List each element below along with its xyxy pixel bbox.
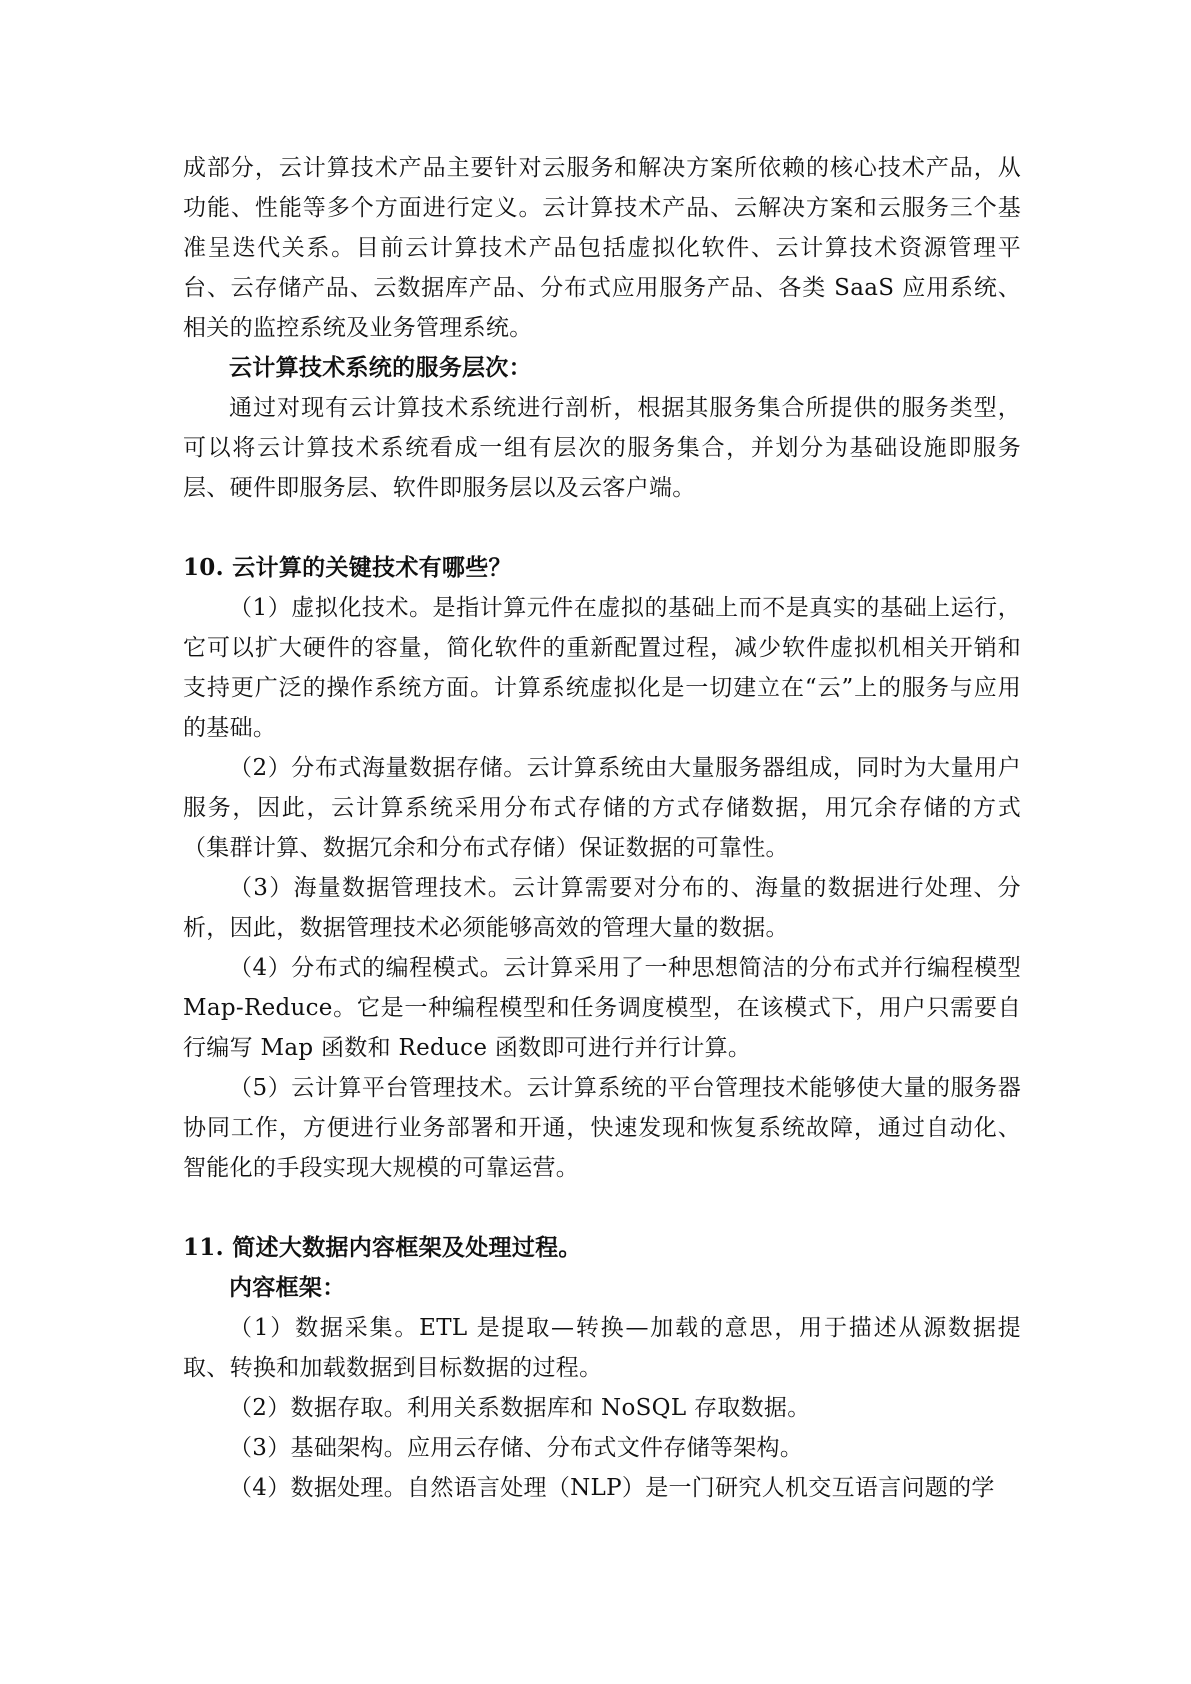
paragraph-service-layers: 通过对现有云计算技术系统进行剖析，根据其服务集合所提供的服务类型，可以将云计算技术系统看成一组有层次的服务集合，并划分为基础设施即服务层、硬件即服务层、软件即服务层以及云客户端。 [183,395,1021,501]
q10-item-1: （1）虚拟化技术。是指计算元件在虚拟的基础上而不是真实的基础上运行，它可以扩大硬件的容量，简化软件的重新配置过程，减少软件虚拟机相关开销和支持更广泛的操作系统方面。计算系统虚拟化是一切建立在“云”上的服务与应用的基础。 [183,595,1021,741]
spacer [183,1188,1021,1228]
heading-content-framework: 内容框架： [229,1274,346,1301]
q10-item-4: （4）分布式的编程模式。云计算采用了一种思想简洁的分布式并行编程模型 Map-Reduce。它是一种编程模型和任务调度模型，在该模式下，用户只需要自行编写 Map 函数和 Reduce 函数即可进行并行计算。 [183,955,1021,1061]
q10-item-2: （2）分布式海量数据存储。云计算系统由大量服务器组成，同时为大量用户服务，因此，云计算系统采用分布式存储的方式存储数据，用冗余存储的方式（集群计算、数据冗余和分布式存储）保证数据的可靠性。 [183,755,1021,861]
q11-item-3: （3）基础架构。应用云存储、分布式文件存储等架构。 [229,1435,804,1461]
spacer [183,508,1021,548]
q10-item-5: （5）云计算平台管理技术。云计算系统的平台管理技术能够使大量的服务器协同工作，方便进行业务部署和开通，快速发现和恢复系统故障，通过自动化、智能化的手段实现大规模的可靠运营。 [183,1075,1021,1181]
question-11-title: 11. 简述大数据内容框架及处理过程。 [183,1234,582,1261]
paragraph-cloud-products: 成部分，云计算技术产品主要针对云服务和解决方案所依赖的核心技术产品，从功能、性能等多个方面进行定义。云计算技术产品、云解决方案和云服务三个基准呈迭代关系。目前云计算技术产品包括虚拟化软件、云计算技术资源管理平台、云存储产品、云数据库产品、分布式应用服务产品、各类 SaaS 应用系统、相关的监控系统及业务管理系统。 [183,155,1021,341]
q11-item-2: （2）数据存取。利用关系数据库和 NoSQL 存取数据。 [229,1395,811,1421]
page-content [183,148,1021,1508]
question-10-title: 10. 云计算的关键技术有哪些？ [183,554,512,581]
heading-service-layers: 云计算技术系统的服务层次： [229,354,532,381]
q11-item-4: （4）数据处理。自然语言处理（NLP）是一门研究人机交互语言问题的学 [229,1475,995,1501]
q10-item-3: （3）海量数据管理技术。云计算需要对分布的、海量的数据进行处理、分析，因此，数据管理技术必须能够高效的管理大量的数据。 [183,875,1021,941]
q11-item-1: （1）数据采集。ETL 是提取—转换—加载的意思，用于描述从源数据提取、转换和加载数据到目标数据的过程。 [183,1315,1021,1381]
